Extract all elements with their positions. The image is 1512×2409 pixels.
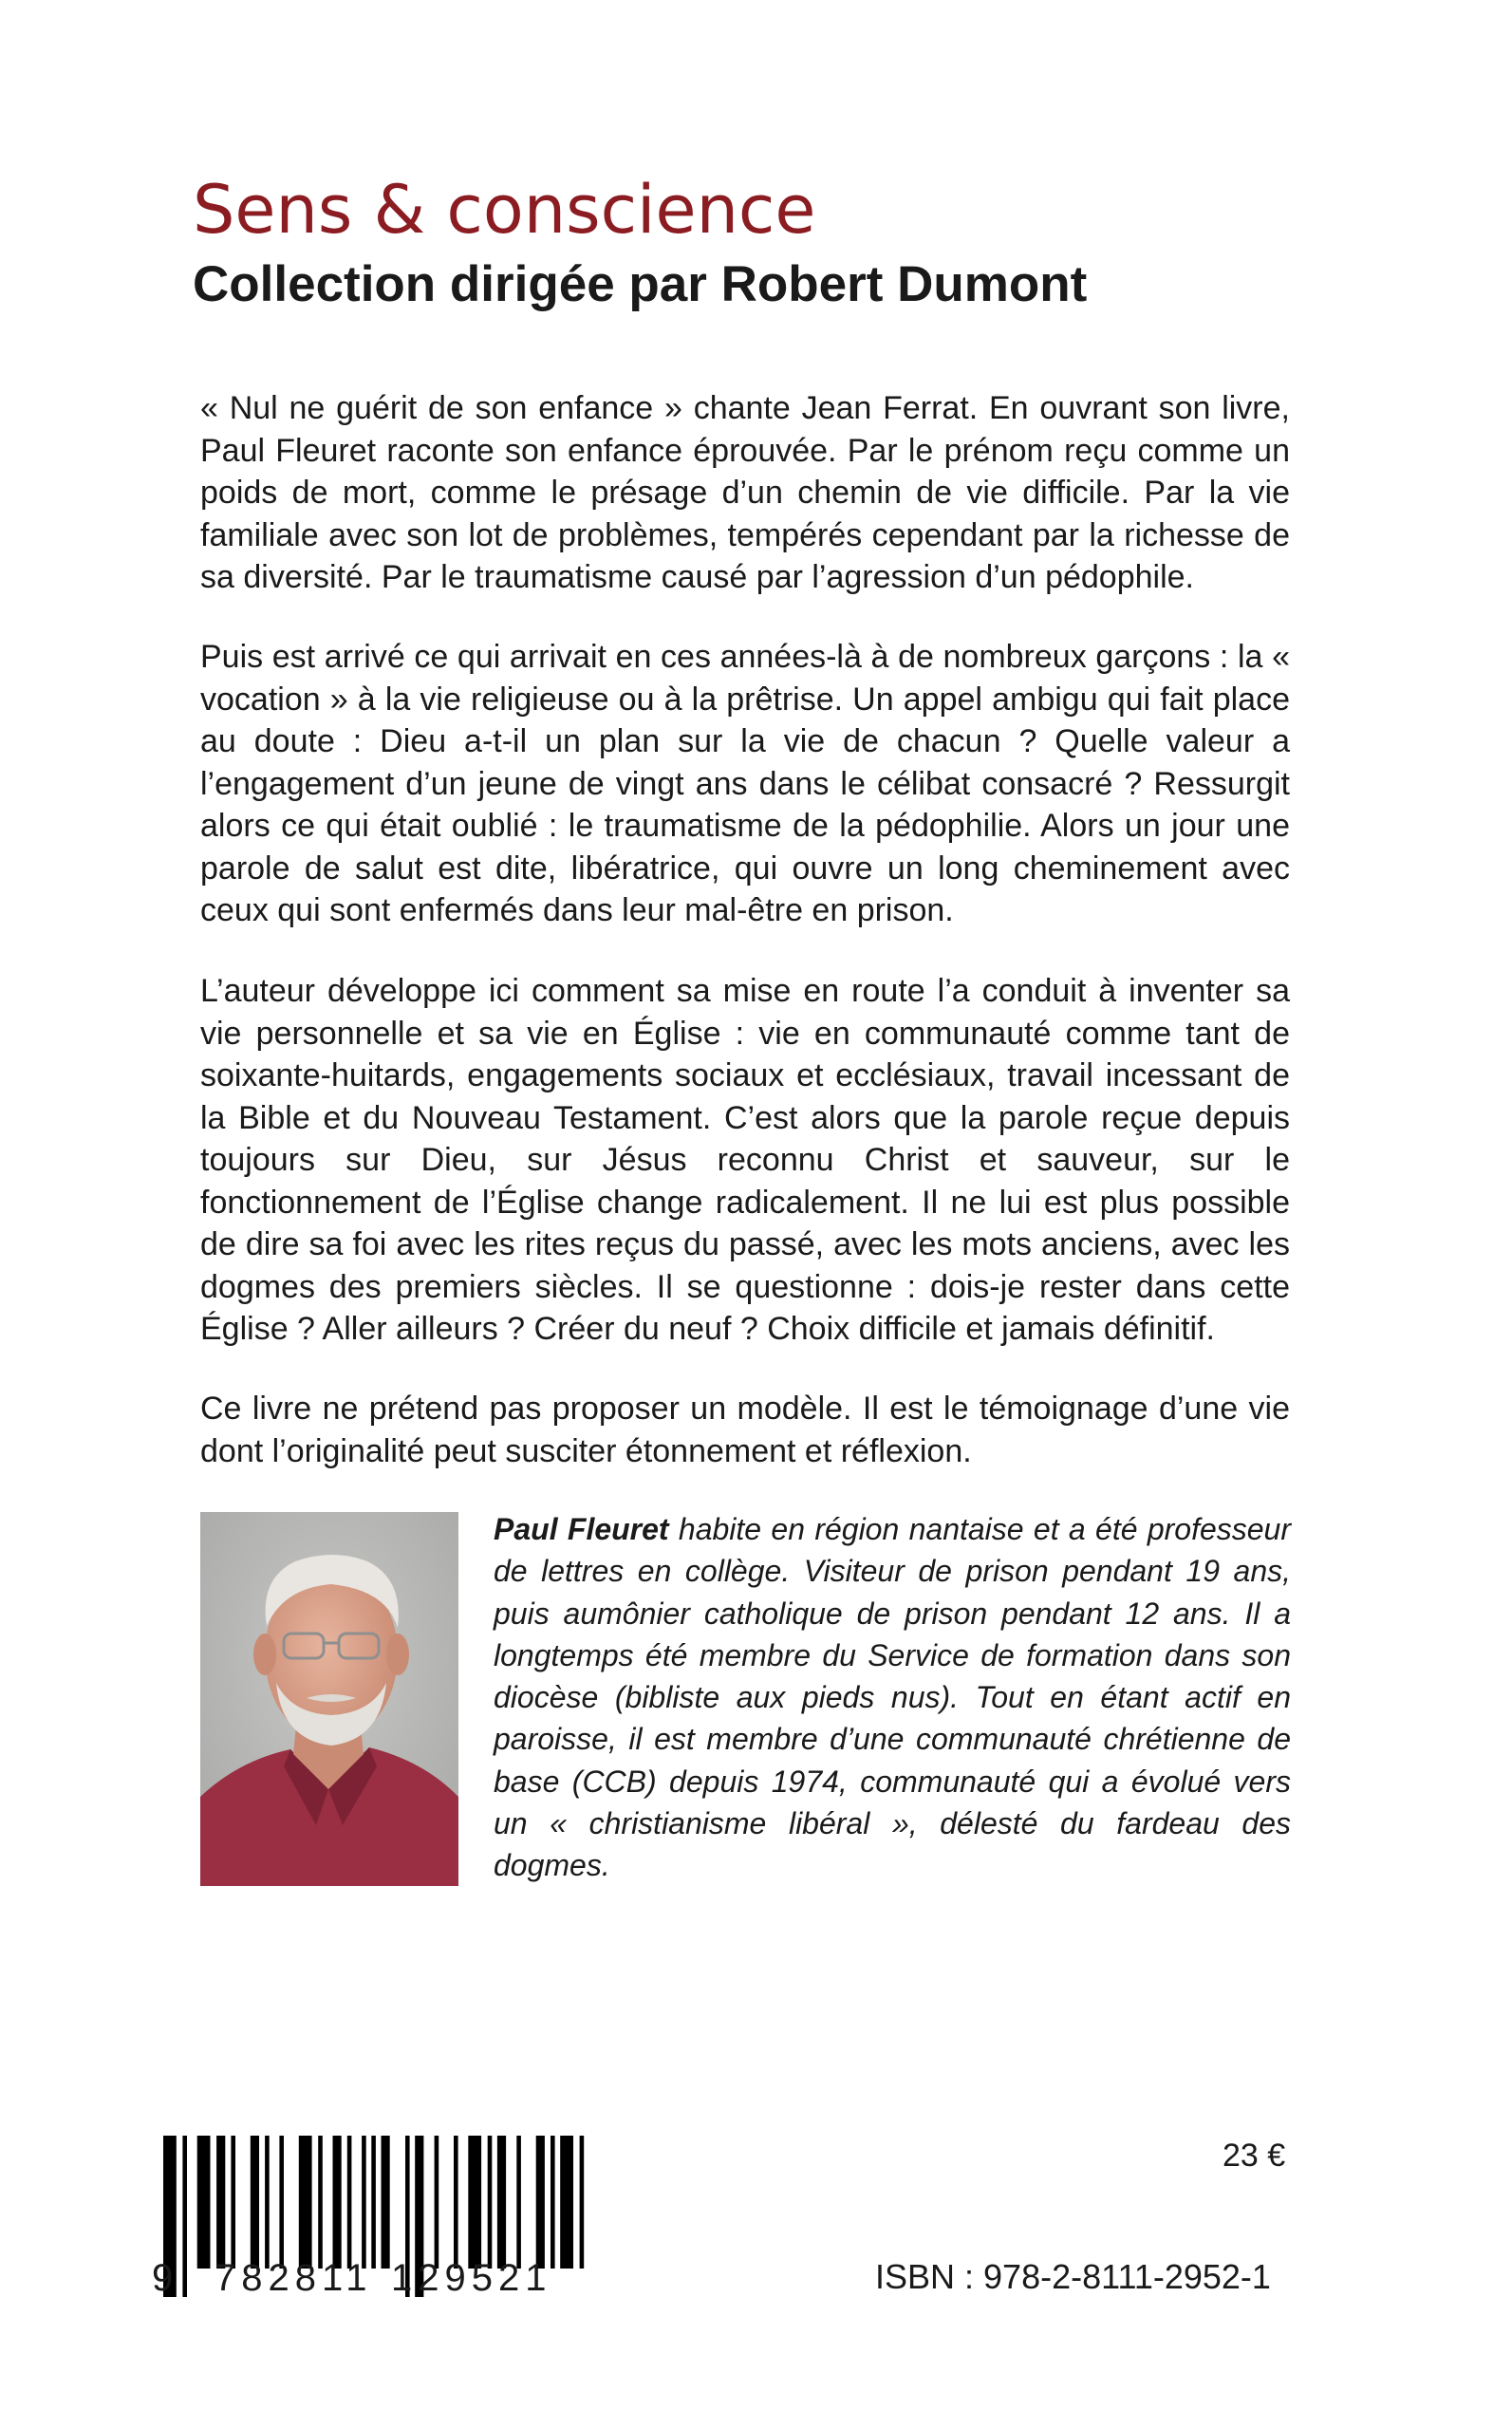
barcode-bar [435,2136,439,2269]
blurb-paragraph-1: « Nul ne guérit de son enfance » chante Jean Ferrat. En ouvrant son livre, Paul Fleuret raconte son enfance éprouvée. Par le prénom reçu comme un poids de mort, comme le présage d’un chemin de vie difficile. Par la vie familiale avec son lot de problèmes, tempérés cependant par la richesse de sa diversité. Par le traumatisme causé par l’agression d’un pédophile. [200,390,1290,595]
barcode-bar [371,2136,376,2269]
blurb-paragraph-2: Puis est arrivé ce qui arrivait en ces années-là à de nombreux garçons : la « vocation » à la vie religieuse ou à la prêtrise. Un appel ambigu qui fait place au doute : Dieu a-t-il un plan sur la vie de chacun ? Quelle valeur a l’engagement d’un jeune de vingt ans dans le célibat consacré ? Ressurgit alors ce qui était oublié : le traumatisme de la pédophilie. Alors un jour une parole de salut est dite, libératrice, qui ouvre un long cheminement avec ceux qui sont enfermés dans leur mal-être en prison. [200,639,1290,928]
barcode-bar [516,2136,521,2269]
blurb-paragraph-4: Ce livre ne prétend pas proposer un modèle. Il est le témoignage d’une vie dont l’originalité peut susciter étonnement et réflexion. [200,1391,1290,1469]
barcode-bar [536,2136,545,2269]
barcode-bar [551,2136,555,2269]
barcode-digits-group-2: 129521 [391,2257,552,2299]
author-bio-text: habite en région nantaise et a été professeur de lettres en collège. Visiteur de prison pendant 19 ans, puis aumônier catholique de prison pendant 12 ans. Il a longtemps été membre du Service de formation dans son diocèse (bibliste aux pieds nus). Tout en étant actif en paroisse, il est membre d’une communauté chrétienne de base (CCB) depuis 1974, communauté qui a évolué vers un « christianisme libéral », délesté du fardeau des dogmes. [494,1512,1292,1883]
series-title: Sens & conscience [193,171,816,249]
barcode-bar [251,2136,259,2269]
barcode-bar [362,2136,366,2269]
barcode-bar [333,2136,342,2269]
barcode-bar [279,2136,284,2269]
barcode-bar [468,2136,481,2269]
price: 23 € [1223,2138,1286,2174]
series-subtitle: Collection dirigée par Robert Dumont [193,256,1088,312]
barcode-bar [560,2136,573,2269]
barcode-bar [454,2136,458,2269]
barcode-bar [197,2136,211,2269]
barcode-bar [182,2136,187,2297]
barcode-bar [318,2136,323,2269]
barcode-bar [265,2136,270,2269]
isbn: ISBN : 978-2-8111-2952-1 [875,2257,1271,2296]
barcode-bar [488,2136,493,2269]
barcode-bar [216,2136,225,2269]
barcode-bar [231,2136,235,2269]
author-name: Paul Fleuret [494,1512,669,1546]
barcode-bar [382,2136,390,2269]
barcode-digit-lead: 9 [152,2257,174,2299]
barcode-bar [497,2136,506,2269]
barcode-bar [299,2136,312,2269]
blurb-paragraph-3: L’auteur développe ici comment sa mise en route l’a conduit à inventer sa vie personnelle et sa vie en Église : vie en communauté comme tant de soixante-huitards, engagements sociaux et ecclésiaux, travail incessant de la Bible et du Nouveau Testament. C’est alors que la parole reçue depuis toujours sur Dieu, sur Jésus reconnu Christ et sauveur, sur le fonctionnement de l’Église change radicalement. Il ne lui est plus possible de dire sa foi avec les rites reçus du passé, avec les mots anciens, avec les dogmes des premiers siècles. Il se questionne : dois-je rester dans cette Église ? Aller ailleurs ? Créer du neuf ? Choix difficile et jamais définitif. [200,973,1290,1347]
author-photo [200,1512,458,1886]
author-bio [494,1508,1291,1887]
barcode-digits-group-1: 782811 [215,2257,373,2299]
barcode-bar [347,2136,352,2269]
barcode-bar [580,2136,585,2269]
